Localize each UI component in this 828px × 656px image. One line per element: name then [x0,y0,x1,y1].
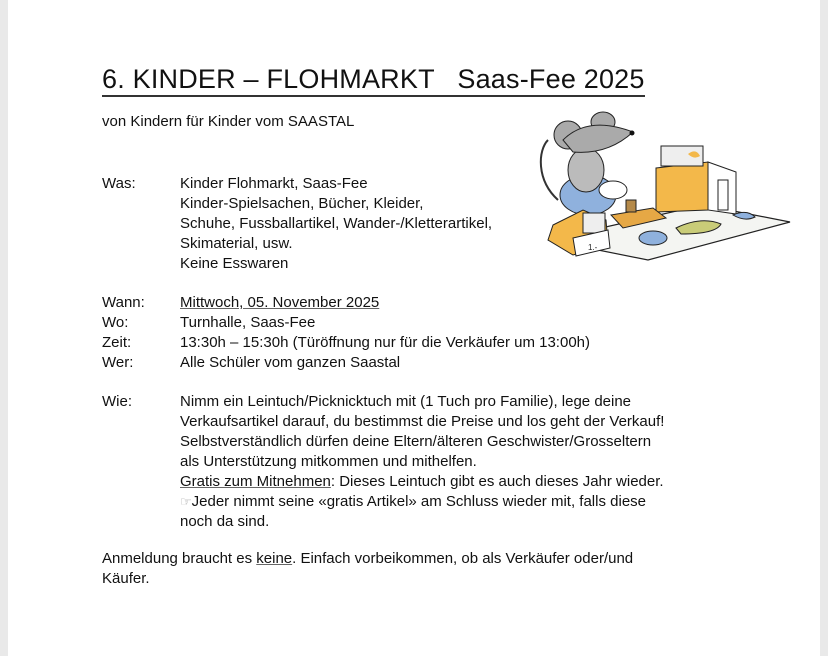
footer-text: . Einfach vorbeikommen, ob als Verkäufer oder/und [292,550,634,567]
price-tag: 1.- [588,243,598,252]
wie-line: Verkaufsartikel darauf, du bestimmst die Preise und los geht der Verkauf! [180,413,665,430]
was-line: Keine Esswaren [180,255,289,272]
footer-text: Anmeldung braucht es [102,550,257,567]
zeit-value: 13:30h – 15:30h (Türöffnung nur für die Verkäufer um 13:00h) [180,334,590,351]
was-line: Kinder Flohmarkt, Saas-Fee [180,175,368,192]
wie-line: als Unterstützung mitkommen und mithelfen. [180,453,477,470]
zeit-label: Zeit: [102,334,132,351]
footer-keine: keine [256,550,293,567]
wann-value: Mittwoch, 05. November 2025 [180,294,380,311]
wie-label: Wie: [102,393,132,410]
flea-market-mouse-illustration [528,110,798,270]
was-line: Schuhe, Fussballartikel, Wander-/Kletterartikel, [180,215,493,232]
was-label: Was: [102,175,136,192]
document-page [8,0,820,656]
gratis-label: Gratis zum Mitnehmen [180,473,331,490]
wo-value: Turnhalle, Saas-Fee [180,314,316,331]
wie-line: Nimm ein Leintuch/Picknicktuch mit (1 Tuch pro Familie), lege deine [180,393,632,410]
note-line: Jeder nimmt seine «gratis Artikel» am Schluss wieder mit, falls diese [191,493,646,510]
registration-note [102,549,722,589]
wer-value: Alle Schüler vom ganzen Saastal [180,354,401,371]
pointing-hand-icon: ☞ [180,494,192,509]
gratis-text: : Dieses Leintuch gibt es auch dieses Jahr wieder. [330,473,664,490]
wer-label: Wer: [102,354,134,371]
wie-line: Selbstverständlich dürfen deine Eltern/älteren Geschwister/Grosseltern [180,433,652,450]
note-line: noch da sind. [180,513,270,530]
wann-label: Wann: [102,294,145,311]
was-line: Skimaterial, usw. [180,235,293,252]
footer-line2: Käufer. [102,570,150,587]
wo-label: Wo: [102,314,129,331]
was-line: Kinder-Spielsachen, Bücher, Kleider, [180,195,424,212]
subtitle: von Kindern für Kinder vom SAASTAL [102,113,355,130]
page-title: 6. KINDER – FLOHMARKT Saas-Fee 2025 [102,64,645,97]
